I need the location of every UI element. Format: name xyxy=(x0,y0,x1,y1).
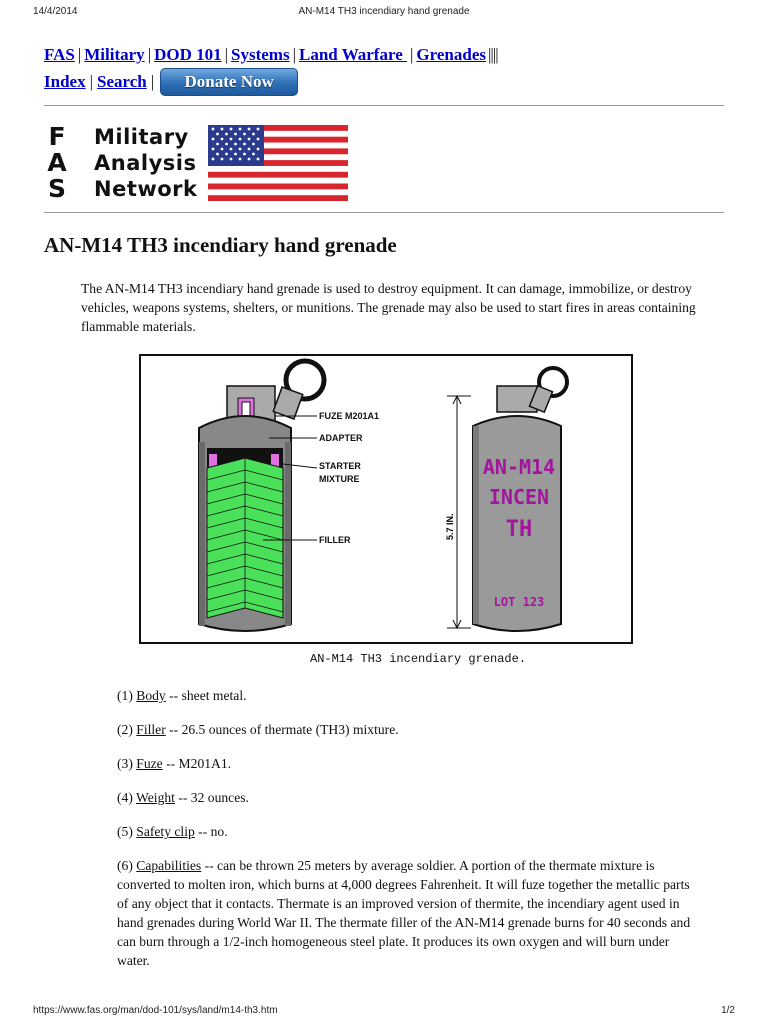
logo-word-military: Military xyxy=(94,125,189,149)
height-dimension xyxy=(445,396,471,628)
nav-link-search[interactable]: Search xyxy=(96,72,147,91)
label-mixture: MIXTURE xyxy=(319,474,360,484)
donate-button[interactable]: Donate Now xyxy=(160,68,298,96)
body-text-lot: LOT 123 xyxy=(493,595,545,609)
spec-label-body[interactable]: Body xyxy=(136,688,166,703)
cutaway-grenade xyxy=(199,361,324,631)
spec-item: (2) Filler -- 26.5 ounces of thermate (TH3) mixture. xyxy=(117,722,399,737)
print-title: AN-M14 TH3 incendiary hand grenade xyxy=(298,6,470,17)
spec-item: (1) Body -- sheet metal. xyxy=(117,688,247,703)
nav-bars: |||| xyxy=(487,45,498,64)
spec-label-weight[interactable]: Weight xyxy=(136,790,175,805)
nav-link-grenades[interactable]: Grenades xyxy=(416,45,486,64)
logo-words xyxy=(94,124,198,202)
logo-letters xyxy=(44,124,70,202)
nav-row-2: Index | Search | Donate Now xyxy=(44,68,298,96)
dimension-label: 5.7 IN. xyxy=(445,513,455,540)
print-date: 14/4/2014 xyxy=(33,6,78,17)
logo-word-network: Network xyxy=(94,177,198,201)
divider xyxy=(44,212,724,213)
body-text-anm14: AN-M14 xyxy=(482,455,556,479)
nav-link-index[interactable]: Index xyxy=(44,72,86,91)
figure-caption: AN-M14 TH3 incendiary grenade. xyxy=(310,652,527,666)
spec-label-fuze[interactable]: Fuze xyxy=(136,756,163,771)
nav-link-dod101[interactable]: DOD 101 xyxy=(154,45,222,64)
fas-logo xyxy=(44,124,354,204)
spec-label-capabilities[interactable]: Capabilities xyxy=(136,858,202,873)
nav-link-land-warfare[interactable]: Land Warfare xyxy=(299,45,407,64)
print-footer xyxy=(0,1005,768,1019)
us-flag-icon xyxy=(208,125,348,201)
print-header xyxy=(0,6,768,20)
nav-link-systems[interactable]: Systems xyxy=(231,45,290,64)
body-text-incen: INCEN xyxy=(488,485,550,509)
page-number: 1/2 xyxy=(721,1005,735,1016)
label-fuze: FUZE M201A1 xyxy=(319,411,380,421)
label-starter: STARTER xyxy=(319,461,361,471)
divider xyxy=(44,105,724,106)
nav-link-fas[interactable]: FAS xyxy=(44,45,75,64)
print-url: https://www.fas.org/man/dod-101/sys/land/m14-th3.htm xyxy=(33,1005,278,1016)
top-nav: FAS | Military | DOD 101 | Systems | Land Warfare | Grenades |||| xyxy=(44,45,498,64)
label-filler: FILLER xyxy=(319,535,351,545)
logo-letter-a: A xyxy=(47,148,67,177)
nav-link-military[interactable]: Military xyxy=(84,45,145,64)
intro-paragraph: The AN-M14 TH3 incendiary hand grenade is used to destroy equipment. It can damage, immobilize, or destroy vehicles, weapons systems, shelters, or munitions. The grenade may also be used to start fires in areas containing flammable materials. xyxy=(81,281,696,334)
spec-item: (5) Safety clip -- no. xyxy=(117,824,228,839)
label-adapter: ADAPTER xyxy=(319,433,363,443)
grenade-diagram xyxy=(141,356,631,642)
spec-label-safety-clip[interactable]: Safety clip xyxy=(136,824,195,839)
logo-letter-s: S xyxy=(47,174,66,203)
spec-item: (4) Weight -- 32 ounces. xyxy=(117,790,249,805)
page-title: AN-M14 TH3 incendiary hand grenade xyxy=(44,233,397,257)
logo-letter-f: F xyxy=(48,122,66,151)
grenade-figure xyxy=(139,354,633,644)
spec-item: (6) Capabilities -- can be thrown 25 meters by average soldier. A portion of the thermate mixture is converted to molten iron, which burns at 4,000 degrees Fahrenheit. It will fuze together the metallic parts of any object that it contacts. Thermate is an improved version of thermite, the incendiary agent used in hand grenades during World War II. The thermate filler of the AN-M14 grenade burns for 40 seconds and can burn through a 1/2-inch homogeneous steel plate. It produces its own oxygen and will burn under water. xyxy=(117,858,691,968)
spec-item: (3) Fuze -- M201A1. xyxy=(117,756,232,771)
spec-label-filler[interactable]: Filler xyxy=(136,722,166,737)
body-text-th: TH xyxy=(505,517,533,542)
logo-word-analysis: Analysis xyxy=(94,151,197,175)
